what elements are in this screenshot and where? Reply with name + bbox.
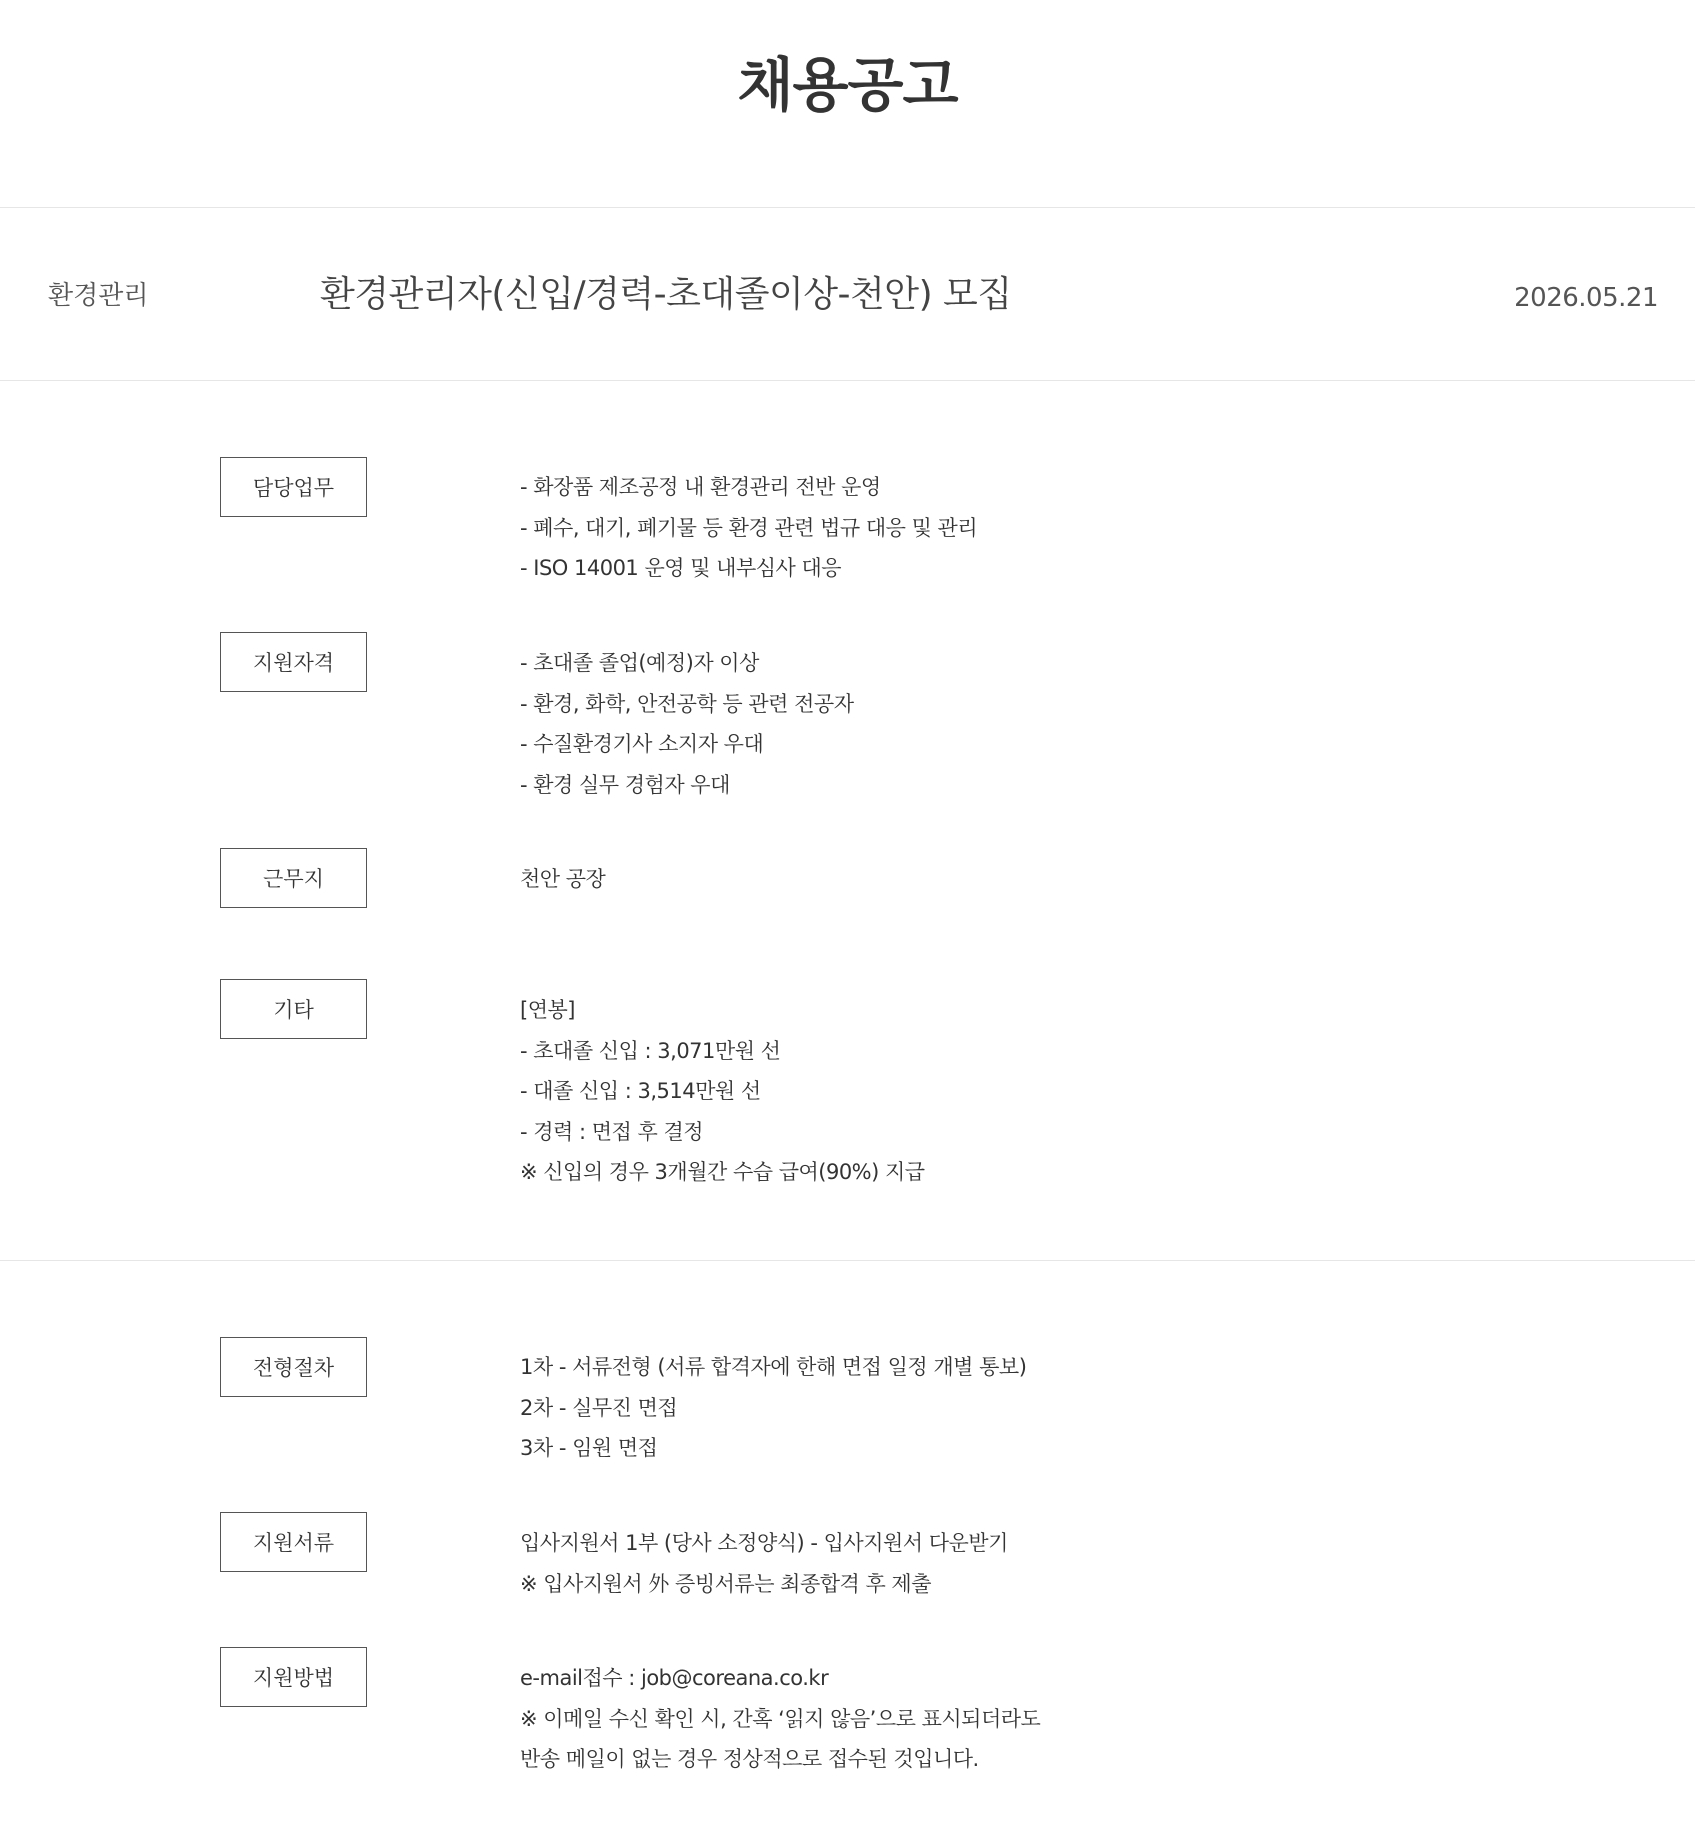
content-method xyxy=(520,1658,1040,1780)
list-item: - 폐수, 대기, 폐기물 등 환경 관련 법규 대응 및 관리 xyxy=(520,515,978,540)
content-documents xyxy=(520,1523,1008,1604)
list-item: [연봉] xyxy=(520,998,575,1022)
list-item: - 초대졸 신입 : 3,071만원 선 xyxy=(520,1038,781,1063)
list-item: ※ 이메일 수신 확인 시, 간혹 ‘읽지 않음’으로 표시되더라도 xyxy=(520,1706,1041,1731)
label-etc: 기타 xyxy=(220,979,367,1039)
post-date: 2026.05.21 xyxy=(1514,283,1658,313)
list-item: 3차 - 임원 면접 xyxy=(520,1436,658,1460)
list-item: - 경력 : 면접 후 결정 xyxy=(520,1119,704,1144)
divider-header xyxy=(0,380,1695,381)
list-item: ※ 입사지원서 外 증빙서류는 최종합격 후 제출 xyxy=(520,1571,932,1596)
list-item: 1차 - 서류전형 (서류 합격자에 한해 면접 일정 개별 통보) xyxy=(520,1355,1027,1379)
divider-middle xyxy=(0,1260,1695,1261)
list-item: - 화장품 제조공정 내 환경관리 전반 운영 xyxy=(520,475,881,499)
label-method: 지원방법 xyxy=(220,1647,367,1707)
list-item: ※ 신입의 경우 3개월간 수습 급여(90%) 지급 xyxy=(520,1160,925,1184)
content-process xyxy=(520,1347,1026,1469)
list-item: - 초대졸 졸업(예정)자 이상 xyxy=(520,651,759,675)
label-location: 근무지 xyxy=(220,848,367,908)
post-title: 환경관리자(신입/경력-초대졸이상-천안) 모집 xyxy=(320,274,1012,315)
label-duties: 담당업무 xyxy=(220,457,367,517)
divider-top xyxy=(0,207,1695,208)
list-item: - 환경 실무 경험자 우대 xyxy=(520,772,730,797)
list-item: - ISO 14001 운영 및 내부심사 대응 xyxy=(520,556,842,580)
list-item: - 대졸 신입 : 3,514만원 선 xyxy=(520,1079,761,1103)
list-item: 천안 공장 xyxy=(520,867,606,891)
label-process: 전형절차 xyxy=(220,1337,367,1397)
post-category: 환경관리 xyxy=(48,281,149,311)
label-qualifications: 지원자격 xyxy=(220,632,367,692)
list-item: - 수질환경기사 소지자 우대 xyxy=(520,732,764,756)
content-qualifications xyxy=(520,643,853,805)
list-item: 2차 - 실무진 면접 xyxy=(520,1395,678,1420)
label-documents: 지원서류 xyxy=(220,1512,367,1572)
list-item: 반송 메일이 없는 경우 정상적으로 접수된 것입니다. xyxy=(520,1747,979,1771)
list-item[interactable]: 입사지원서 1부 (당사 소정양식) - 입사지원서 다운받기 xyxy=(520,1531,1008,1555)
list-item[interactable]: e-mail접수 : job@coreana.co.kr xyxy=(520,1666,829,1690)
content-duties xyxy=(520,467,977,589)
page-title: 채용공고 xyxy=(737,51,958,119)
content-location xyxy=(520,859,605,900)
list-item: - 환경, 화학, 안전공학 등 관련 전공자 xyxy=(520,691,854,716)
content-etc xyxy=(520,990,925,1193)
